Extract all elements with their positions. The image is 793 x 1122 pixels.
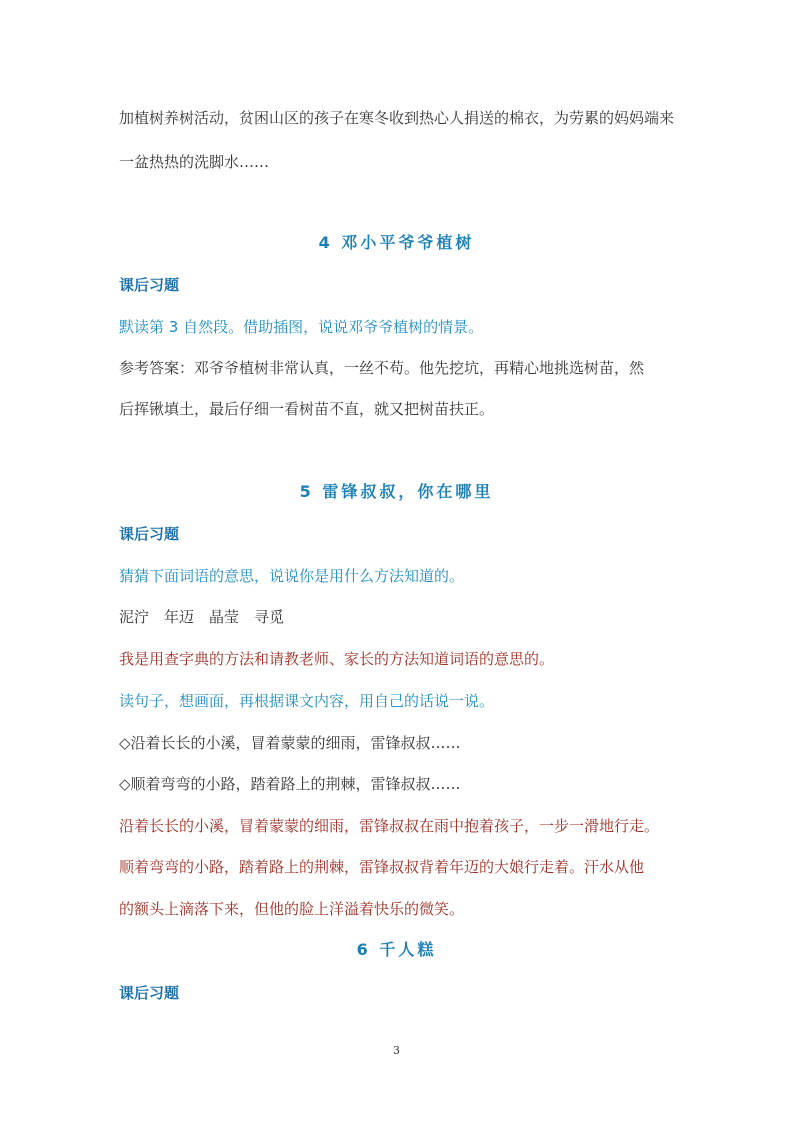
- lesson-4-answer-line-2: 后挥锹填土，最后仔细一看树苗不直，就又把树苗扶正。: [119, 400, 495, 418]
- lesson-4-title: 4 邓小平爷爷植树: [318, 233, 475, 252]
- lesson-5-prompt-2: ◇顺着弯弯的小路，踏着路上的荆棘，雷锋叔叔……: [119, 775, 461, 793]
- lesson-5-exercise-label: 课后习题: [119, 525, 180, 543]
- lesson-4-question: 默读第 3 自然段。借助插图，说说邓爷爷植树的情景。: [119, 318, 484, 336]
- lesson-5-word-list: 泥泞 年迈 晶莹 寻觅: [119, 608, 285, 626]
- lesson-6-exercise-label: 课后习题: [119, 984, 180, 1002]
- lesson-5-question-2: 读句子，想画面，再根据课文内容，用自己的话说一说。: [119, 692, 495, 710]
- lesson-5-answer-1: 我是用查字典的方法和请教老师、家长的方法知道词语的意思的。: [119, 650, 555, 668]
- lesson-5-title: 5 雷锋叔叔，你在哪里: [299, 482, 494, 501]
- lesson-6-title: 6 千人糕: [356, 940, 437, 959]
- intro-line-1: 加植树养树活动，贫困山区的孩子在寒冬收到热心人捐送的棉衣，为劳累的妈妈端来: [119, 109, 675, 127]
- page-number: 3: [393, 1044, 400, 1057]
- lesson-5-prompt-1: ◇沿着长长的小溪，冒着蒙蒙的细雨，雷锋叔叔……: [119, 734, 461, 752]
- intro-line-2: 一盆热热的洗脚水……: [119, 153, 270, 171]
- lesson-5-answer-2-line-3: 的额头上滴落下来，但他的脸上洋溢着快乐的微笑。: [119, 900, 465, 918]
- lesson-5-question-1: 猜猜下面词语的意思，说说你是用什么方法知道的。: [119, 567, 465, 585]
- lesson-4-exercise-label: 课后习题: [119, 276, 180, 294]
- lesson-4-answer-line-1: 参考答案：邓爷爷植树非常认真，一丝不苟。他先挖坑，再精心地挑选树苗，然: [119, 359, 645, 377]
- lesson-5-answer-2-line-1: 沿着长长的小溪，冒着蒙蒙的细雨，雷锋叔叔在雨中抱着孩子，一步一滑地行走。: [119, 817, 660, 835]
- lesson-5-answer-2-line-2: 顺着弯弯的小路，踏着路上的荆棘，雷锋叔叔背着年迈的大娘行走着。汗水从他: [119, 858, 645, 876]
